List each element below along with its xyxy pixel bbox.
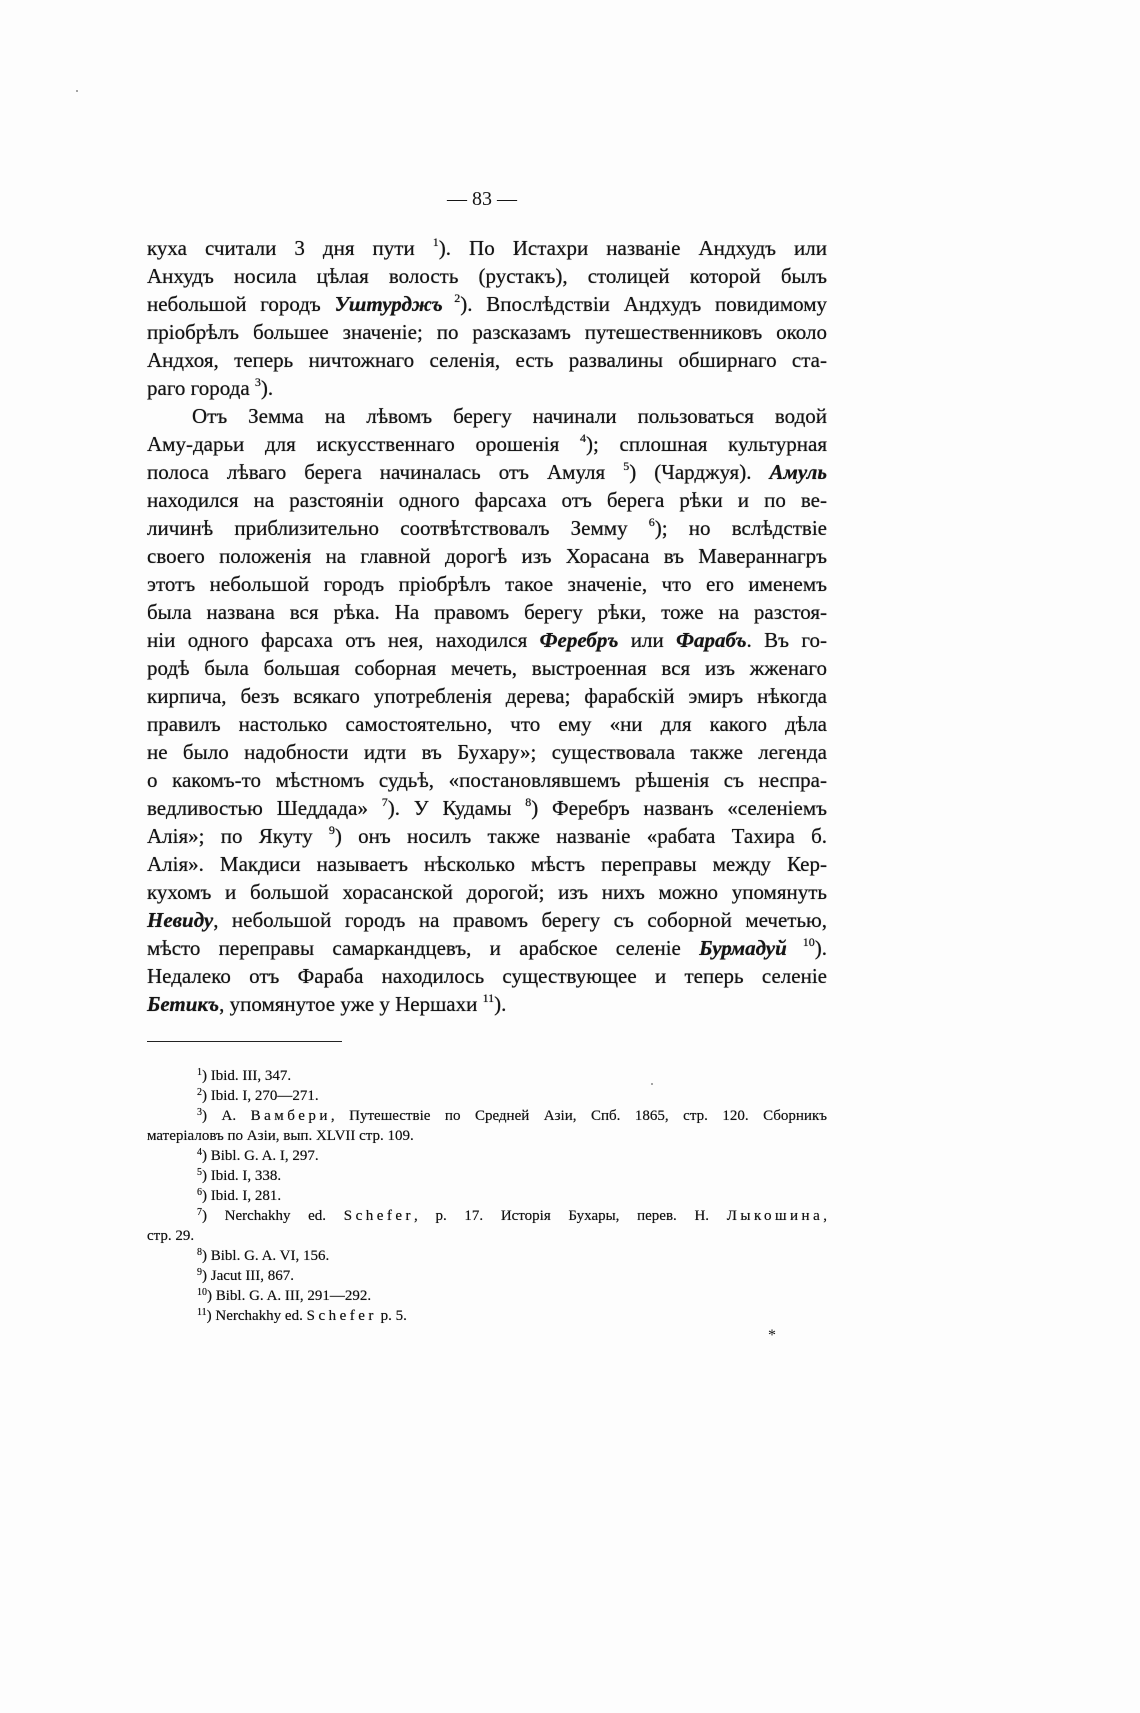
text-run: не было надобности идти въ Бухару»; существовала также легенда <box>147 740 827 764</box>
text-run: раго города <box>147 376 255 400</box>
text-run: кирпича, безъ всякаго употребленія дерева; фарабскій эмиръ нѣкогда <box>147 684 827 708</box>
footnote-divider <box>147 1041 342 1042</box>
text-line <box>147 654 827 682</box>
text-run: стр. 29. <box>147 1228 195 1244</box>
footnote-line <box>147 1066 827 1086</box>
italic-place-name: Уштурджъ <box>334 292 443 316</box>
footnotes <box>147 1066 827 1326</box>
text-line <box>147 262 827 290</box>
footnote-marker: 10 <box>786 935 815 949</box>
text-run: ). По Истахри названіе Андхудъ или <box>438 236 828 260</box>
text-run: личинѣ приблизительно соотвѣтствовалъ Земму <box>147 516 649 540</box>
text-line <box>147 374 827 402</box>
text-run: этотъ небольшой городъ пріобрѣлъ такое значеніе, что его именемъ <box>147 572 827 596</box>
text-run: пріобрѣлъ большее значеніе; по разсказамъ путешественниковъ около <box>147 320 827 344</box>
text-run: Анхудъ носила цѣлая волость (рустакъ), столицей которой былъ <box>147 264 827 288</box>
text-run: ). Впослѣдствіи Андхудъ повидимому <box>460 292 827 316</box>
text-line <box>147 738 827 766</box>
text-run: родѣ была большая соборная мечеть, выстроенная вся изъ жженаго <box>147 656 827 680</box>
footnote-marker: 4 <box>197 1147 202 1158</box>
text-line <box>147 990 827 1018</box>
text-run: ) Ibid. I, 338. <box>202 1168 282 1184</box>
footnote-line <box>147 1106 827 1126</box>
footnote-line <box>147 1186 827 1206</box>
text-line <box>147 290 827 318</box>
footnote-line <box>147 1306 827 1326</box>
footnote-marker: 1 <box>197 1067 202 1078</box>
text-line <box>147 626 827 654</box>
footnote-marker: 5 <box>197 1167 202 1178</box>
footnote-line <box>147 1226 827 1246</box>
text-run: ). У Кудамы <box>387 796 526 820</box>
footnote-line <box>147 1246 827 1266</box>
text-run: кухомъ и большой хорасанской дорогой; изъ нихъ можно упомянуть <box>147 880 827 904</box>
text-run: ведливостью Шеддада» <box>147 796 382 820</box>
footnote-line <box>147 1286 827 1306</box>
text-line <box>147 934 827 962</box>
text-run: ); но вслѣдствіе <box>654 516 827 540</box>
footnote-line <box>147 1146 827 1166</box>
text-run: Недалеко отъ Фараба находилось существующее и теперь селеніе <box>147 964 827 988</box>
footnote-marker: 8 <box>197 1247 202 1258</box>
footnote-line <box>147 1166 827 1186</box>
footnote-line <box>147 1266 827 1286</box>
text-run: ) А. <box>202 1108 251 1124</box>
page-number-text: — 83 — <box>447 188 517 210</box>
text-run: ). <box>814 936 828 960</box>
scan-speck <box>651 1083 653 1085</box>
text-run: Schefer <box>306 1308 377 1324</box>
text-run: ) Ibid. III, 347. <box>202 1068 292 1084</box>
footnote-marker: 6 <box>197 1187 202 1198</box>
text-line <box>147 318 827 346</box>
text-run: ) Bibl. G. A. VI, 156. <box>202 1248 330 1264</box>
text-run: ) Nerchakhy ed. <box>206 1308 307 1324</box>
text-run: ) Ibid. I, 281. <box>202 1188 282 1204</box>
footnote-line <box>147 1086 827 1106</box>
text-run: ) Nerchakhy ed. <box>202 1208 344 1224</box>
text-run: p. 5. <box>376 1308 407 1324</box>
text-line <box>147 822 827 850</box>
text-run: ) Jacut III, 867. <box>202 1268 295 1284</box>
page-number <box>0 188 1140 211</box>
text-run: , небольшой городъ на правомъ берегу съ соборной мечетью, <box>213 908 827 932</box>
text-run: Лыкошина <box>726 1208 824 1224</box>
text-run: ) (Чарджуя). <box>629 460 770 484</box>
footnote-marker: 8 <box>525 795 532 809</box>
text-run: матеріаловъ по Азіи, вып. XLVII стр. 109. <box>147 1128 414 1144</box>
italic-place-name: Невиду <box>147 908 214 932</box>
text-line <box>147 962 827 990</box>
text-run: своего положенія на главной дорогѣ изъ Хорасана въ Мавераннагръ <box>147 544 827 568</box>
text-line <box>147 682 827 710</box>
text-line <box>147 514 827 542</box>
text-run: Отъ Земма на лѣвомъ берегу начинали пользоваться водой <box>192 404 827 428</box>
footnote-marker: 2 <box>442 291 461 305</box>
italic-place-name: Фарабъ <box>676 628 747 652</box>
footnote-marker: 3 <box>197 1107 202 1118</box>
text-run: была названа вся рѣка. На правомъ берегу рѣки, тоже на разстоя- <box>147 600 827 624</box>
text-run: ) Феребръ названъ «селеніемъ <box>531 796 827 820</box>
italic-place-name: Бурмадуй <box>699 936 787 960</box>
text-run: Андхоя, теперь ничтожнаго селенія, есть развалины обширнаго ста- <box>147 348 827 372</box>
text-run: Алія». Макдиси называетъ нѣсколько мѣстъ переправы между Кер- <box>147 852 827 876</box>
footnote-marker: 11 <box>482 991 495 1005</box>
scan-speck <box>76 90 78 92</box>
text-run: Schefer <box>343 1208 415 1224</box>
text-run: ) Ibid. I, 270—271. <box>202 1088 319 1104</box>
footnote-marker: 9 <box>197 1267 202 1278</box>
text-run: ) Bibl. G. A. I, 297. <box>202 1148 319 1164</box>
footnote-line <box>147 1206 827 1226</box>
text-line <box>147 486 827 514</box>
text-run: . Въ го- <box>746 628 827 652</box>
text-run: Аму-дарьи для искусственнаго орошенія <box>147 432 580 456</box>
text-run: , <box>823 1208 827 1224</box>
text-line <box>147 346 827 374</box>
text-run: Вамбери <box>250 1108 331 1124</box>
text-line <box>147 906 827 934</box>
text-line <box>147 710 827 738</box>
text-line <box>147 794 827 822</box>
footnote-marker: 4 <box>579 431 586 445</box>
text-run: ніи одного фарсаха отъ нея, находился <box>147 628 540 652</box>
footnote-marker: 7 <box>197 1207 202 1218</box>
footnote-marker: 2 <box>197 1087 202 1098</box>
italic-place-name: Амуль <box>769 460 827 484</box>
text-run: , p. 17. Исторія Бухары, перев. Н. <box>414 1208 727 1224</box>
footnote-marker: 10 <box>197 1287 207 1298</box>
text-run: , упомянутое уже у Нершахи <box>219 992 483 1016</box>
text-run: правилъ настолько самостоятельно, что ему «ни для какого дѣла <box>147 712 827 736</box>
text-run: полоса лѣваго берега начиналась отъ Амуля <box>147 460 624 484</box>
text-line <box>147 542 827 570</box>
text-run: мѣсто переправы самаркандцевъ, и арабское селеніе <box>147 936 700 960</box>
text-run: ) Bibl. G. A. III, 291—292. <box>207 1288 372 1304</box>
text-run: ). <box>260 376 274 400</box>
text-run: ); сплошная культурная <box>585 432 827 456</box>
text-run: находился на разстояніи одного фарсаха отъ берега рѣки и по ве- <box>147 488 827 512</box>
text-line <box>147 402 827 430</box>
text-run: ). <box>494 992 507 1016</box>
footnote-marker: 6 <box>648 515 655 529</box>
text-line <box>147 458 827 486</box>
text-line <box>147 598 827 626</box>
main-text <box>147 234 827 1018</box>
text-line <box>147 878 827 906</box>
footnote-marker: 5 <box>623 459 630 473</box>
signature-mark: * <box>768 1327 776 1344</box>
text-line <box>147 570 827 598</box>
text-line <box>147 234 827 262</box>
italic-place-name: Бетикъ <box>147 992 220 1016</box>
text-run: о какомъ-то мѣстномъ судьѣ, «постановлявшемъ рѣшенія съ неспра- <box>147 768 827 792</box>
footnote-marker: 11 <box>197 1307 207 1318</box>
text-run: куха считали 3 дня пути <box>147 236 433 260</box>
italic-place-name: Феребръ <box>539 628 619 652</box>
footnote-marker: 9 <box>328 823 335 837</box>
text-line <box>147 850 827 878</box>
footnote-marker: 7 <box>381 795 388 809</box>
text-run: небольшой городъ <box>147 292 335 316</box>
text-line <box>147 430 827 458</box>
text-run: или <box>618 628 677 652</box>
text-run: ) онъ носилъ также названіе «рабата Тахира б. <box>334 824 828 848</box>
text-run: Алія»; по Якуту <box>147 824 329 848</box>
footnote-marker: 3 <box>254 375 261 389</box>
text-line <box>147 766 827 794</box>
footnote-marker: 1 <box>432 235 439 249</box>
text-run: , Путешествіе по Средней Азіи, Спб. 1865, стр. 120. Сборникъ <box>330 1108 828 1124</box>
footnote-line <box>147 1126 827 1146</box>
